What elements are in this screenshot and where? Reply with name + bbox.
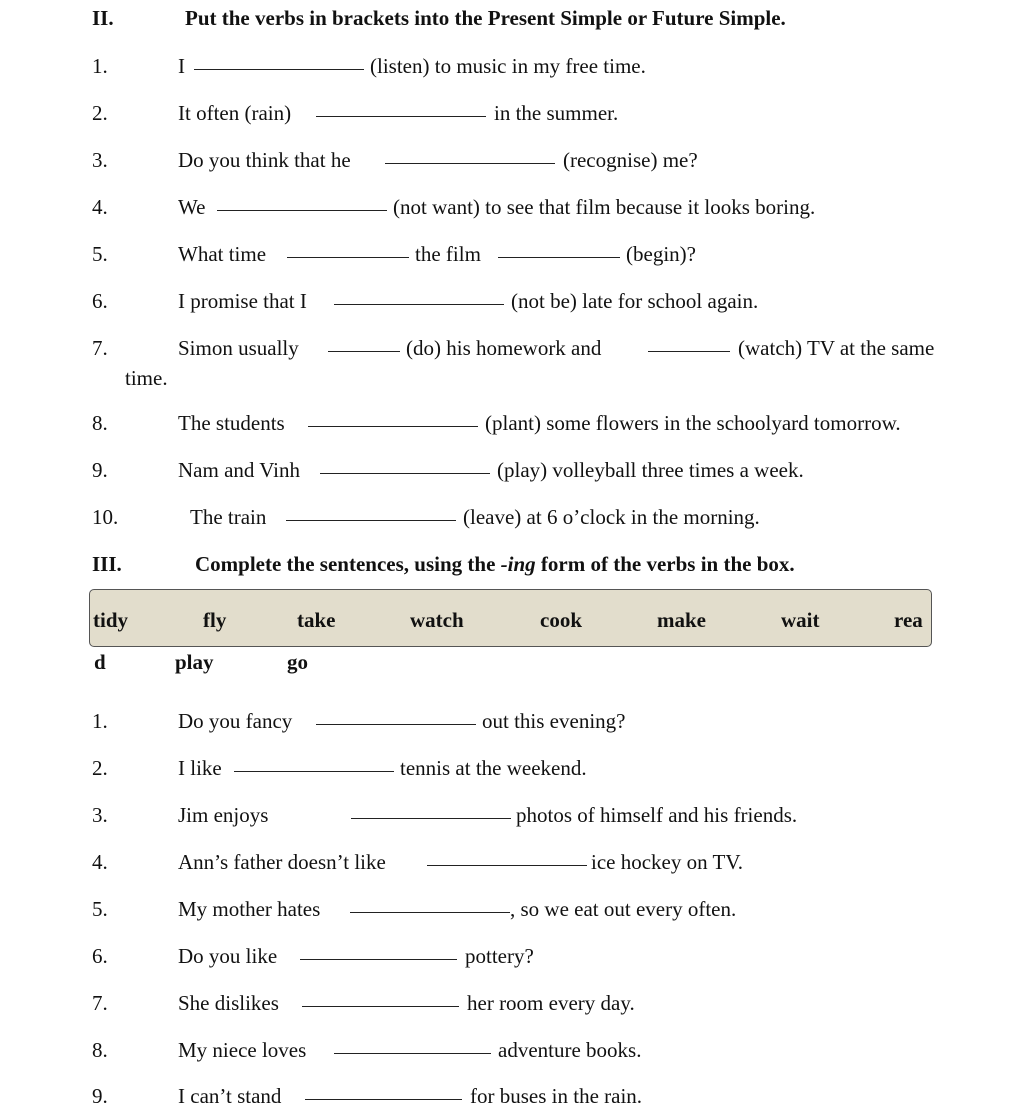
exercise-item — [0, 706, 1024, 736]
answer-blank[interactable] — [334, 286, 504, 305]
answer-blank[interactable] — [385, 145, 555, 164]
box-word: go — [287, 650, 308, 674]
item-text: time. — [125, 366, 168, 390]
answer-blank[interactable] — [320, 455, 490, 474]
exercise-item — [0, 988, 1024, 1018]
item-text: What time — [178, 242, 267, 266]
item-text: her room every day. — [467, 991, 635, 1015]
answer-blank[interactable] — [302, 988, 459, 1007]
item-text: (watch) TV at the same — [738, 336, 935, 360]
item-text: Do you think that he — [178, 148, 351, 172]
item-text: Do you like — [178, 944, 278, 968]
section-title: Put the verbs in brackets into the Present Simple or Future Simple. — [185, 6, 786, 30]
item-number: 9. — [92, 1084, 108, 1108]
word-box-overflow — [0, 647, 1024, 677]
item-number: 7. — [92, 336, 108, 360]
box-word: cook — [540, 608, 582, 632]
box-word: wait — [781, 608, 820, 632]
item-text: , so we eat out every often. — [510, 897, 737, 921]
exercise-item — [0, 239, 1024, 269]
item-number: 9. — [92, 458, 108, 482]
answer-blank[interactable] — [316, 98, 486, 117]
item-text: ice hockey on TV. — [591, 850, 744, 874]
box-word: rea — [894, 608, 923, 632]
exercise-item — [0, 408, 1024, 438]
answer-blank[interactable] — [350, 894, 510, 913]
answer-blank[interactable] — [217, 192, 387, 211]
exercise-item — [0, 333, 1024, 363]
exercise-item — [0, 847, 1024, 877]
item-number: 4. — [92, 195, 108, 219]
item-text: My mother hates — [178, 897, 321, 921]
item-text: adventure books. — [498, 1038, 642, 1062]
item-number: 2. — [92, 101, 108, 125]
section-number: II. — [92, 6, 114, 30]
exercise-item — [0, 502, 1024, 532]
exercise-item-continuation — [0, 363, 1024, 393]
item-text: (not want) to see that film because it looks boring. — [393, 195, 816, 219]
item-number: 6. — [92, 289, 108, 313]
exercise-item — [0, 192, 1024, 222]
exercise-item — [0, 455, 1024, 485]
item-text: out this evening? — [482, 709, 626, 733]
answer-blank[interactable] — [316, 706, 476, 725]
section-2-header — [0, 3, 1024, 33]
item-text: (listen) to music in my free time. — [370, 54, 646, 78]
item-number: 5. — [92, 897, 108, 921]
answer-blank[interactable] — [300, 941, 457, 960]
answer-blank[interactable] — [498, 239, 620, 258]
exercise-item — [0, 941, 1024, 971]
item-text: My niece loves — [178, 1038, 307, 1062]
exercise-item — [0, 286, 1024, 316]
box-word: make — [657, 608, 706, 632]
answer-blank[interactable] — [328, 333, 400, 352]
item-text: Jim enjoys — [178, 803, 269, 827]
item-text: She dislikes — [178, 991, 279, 1015]
item-text: (begin)? — [626, 242, 696, 266]
answer-blank[interactable] — [287, 239, 409, 258]
box-word: d — [94, 650, 106, 674]
item-text: (leave) at 6 o’clock in the morning. — [463, 505, 760, 529]
item-text: photos of himself and his friends. — [516, 803, 798, 827]
item-text: in the summer. — [494, 101, 619, 125]
box-word: take — [297, 608, 336, 632]
answer-blank[interactable] — [194, 51, 364, 70]
item-number: 4. — [92, 850, 108, 874]
item-text: for buses in the rain. — [470, 1084, 643, 1108]
exercise-item — [0, 800, 1024, 830]
exercise-item — [0, 98, 1024, 128]
item-text: Do you fancy — [178, 709, 293, 733]
box-word: fly — [203, 608, 227, 632]
exercise-item — [0, 1081, 1024, 1111]
item-text: (plant) some flowers in the schoolyard tomorrow. — [485, 411, 901, 435]
item-number: 1. — [92, 54, 108, 78]
item-number: 6. — [92, 944, 108, 968]
box-word: watch — [410, 608, 464, 632]
item-text: pottery? — [465, 944, 534, 968]
item-number: 3. — [92, 803, 108, 827]
item-text: I promise that I — [178, 289, 307, 313]
item-text: the film — [415, 242, 481, 266]
section-3-header — [0, 549, 1024, 579]
item-text: It often (rain) — [178, 101, 292, 125]
item-number: 10. — [92, 505, 119, 529]
answer-blank[interactable] — [334, 1035, 491, 1054]
answer-blank[interactable] — [286, 502, 456, 521]
item-text: (not be) late for school again. — [511, 289, 759, 313]
item-text: The train — [190, 505, 267, 529]
exercise-item — [0, 145, 1024, 175]
item-number: 1. — [92, 709, 108, 733]
item-text: I like — [178, 756, 222, 780]
word-box — [89, 589, 932, 647]
answer-blank[interactable] — [308, 408, 478, 427]
item-number: 5. — [92, 242, 108, 266]
item-text: (play) volleyball three times a week. — [497, 458, 804, 482]
item-text: (do) his homework and — [406, 336, 602, 360]
exercise-item — [0, 753, 1024, 783]
answer-blank[interactable] — [234, 753, 394, 772]
item-text: I can’t stand — [178, 1084, 282, 1108]
item-text: tennis at the weekend. — [400, 756, 587, 780]
exercise-item — [0, 894, 1024, 924]
item-number: 8. — [92, 411, 108, 435]
item-number: 8. — [92, 1038, 108, 1062]
answer-blank[interactable] — [427, 847, 587, 866]
item-number: 7. — [92, 991, 108, 1015]
exercise-item — [0, 51, 1024, 81]
item-text: I — [178, 54, 185, 78]
item-number: 2. — [92, 756, 108, 780]
box-word: play — [175, 650, 214, 674]
box-word: tidy — [93, 608, 129, 632]
section-title: Complete the sentences, using the -ing form of the verbs in the box. — [195, 552, 795, 576]
item-text: The students — [178, 411, 285, 435]
answer-blank[interactable] — [305, 1081, 462, 1100]
item-text: Simon usually — [178, 336, 299, 360]
item-text: (recognise) me? — [563, 148, 698, 172]
item-number: 3. — [92, 148, 108, 172]
answer-blank[interactable] — [648, 333, 730, 352]
item-text: We — [178, 195, 206, 219]
item-text: Ann’s father doesn’t like — [178, 850, 386, 874]
exercise-item — [0, 1035, 1024, 1065]
item-text: Nam and Vinh — [178, 458, 301, 482]
section-number: III. — [92, 552, 122, 576]
answer-blank[interactable] — [351, 800, 511, 819]
